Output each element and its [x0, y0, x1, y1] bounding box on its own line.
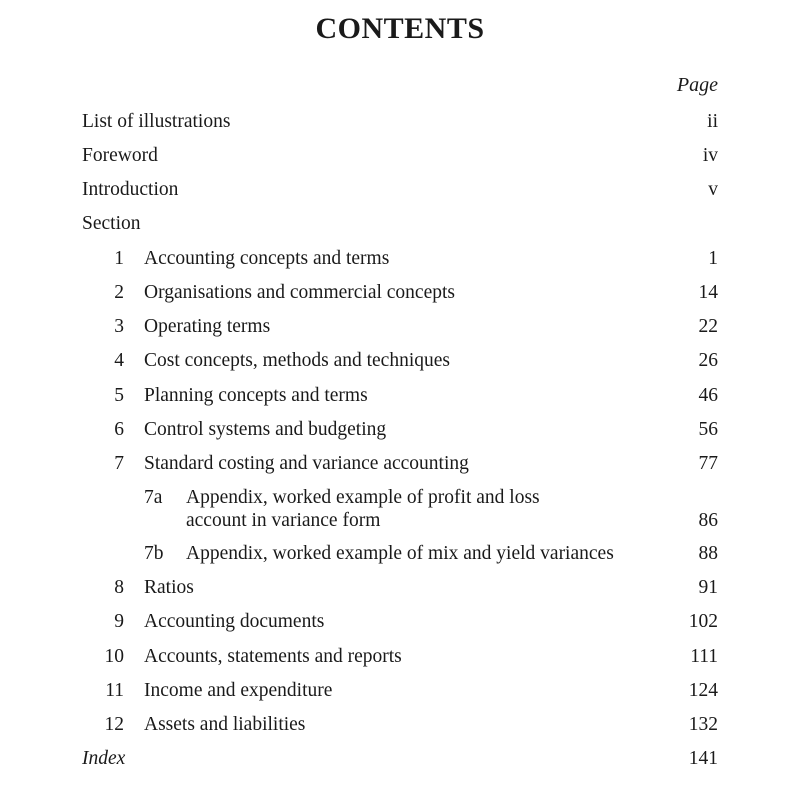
- toc-entry-page: ii: [707, 111, 718, 132]
- section-page: 56: [698, 419, 718, 440]
- section-number: 3: [114, 316, 124, 337]
- section-title: Ratios: [144, 577, 194, 598]
- section-number: 9: [114, 611, 124, 632]
- section-number: 1: [114, 248, 124, 269]
- section-number: 8: [114, 577, 124, 598]
- section-number: 10: [104, 646, 124, 667]
- subsection-title-line1: Appendix, worked example of profit and loss: [186, 487, 540, 508]
- section-number: 2: [114, 282, 124, 303]
- subsection-page: 86: [698, 510, 718, 531]
- section-title: Income and expenditure: [144, 680, 333, 701]
- toc-entry-label: List of illustrations: [82, 111, 231, 132]
- section-title: Organisations and commercial concepts: [144, 282, 456, 303]
- index-label: Index: [82, 748, 126, 769]
- page-column-header: Page: [676, 74, 718, 96]
- toc-entry-label: Foreword: [82, 145, 158, 166]
- section-page: 46: [698, 385, 718, 406]
- subsection-title: Appendix, worked example of mix and yield variances: [186, 543, 614, 564]
- section-title: Assets and liabilities: [144, 714, 306, 735]
- toc-entry-page: v: [708, 179, 718, 200]
- section-title: Cost concepts, methods and techniques: [144, 350, 450, 371]
- section-page: 91: [698, 577, 718, 598]
- subsection-page: 88: [698, 543, 718, 564]
- section-title: Accounting documents: [144, 611, 325, 632]
- section-title: Accounts, statements and reports: [144, 646, 402, 667]
- section-title: Planning concepts and terms: [144, 385, 368, 406]
- section-page: 14: [698, 282, 718, 303]
- section-number: 12: [104, 714, 124, 735]
- index-page: 141: [688, 748, 718, 769]
- section-number: 6: [114, 419, 124, 440]
- toc-entry-label: Introduction: [82, 179, 179, 200]
- section-heading-label: Section: [82, 213, 141, 234]
- section-number: 4: [114, 350, 124, 371]
- section-number: 11: [105, 680, 124, 701]
- section-page: 124: [688, 680, 718, 701]
- section-page: 77: [698, 453, 718, 474]
- section-number: 5: [114, 385, 124, 406]
- subsection-number: 7a: [144, 487, 163, 508]
- section-page: 26: [698, 350, 718, 371]
- section-page: 102: [688, 611, 718, 632]
- section-page: 111: [690, 646, 718, 667]
- section-page: 132: [688, 714, 718, 735]
- toc-entry-page: iv: [702, 145, 718, 166]
- section-number: 7: [114, 453, 124, 474]
- section-title: Accounting concepts and terms: [144, 248, 390, 269]
- subsection-number: 7b: [144, 543, 164, 564]
- section-title: Standard costing and variance accounting: [144, 453, 469, 474]
- section-page: 1: [708, 248, 718, 269]
- subsection-title-line2: account in variance form: [186, 510, 381, 531]
- section-page: 22: [698, 316, 718, 337]
- section-title: Operating terms: [144, 316, 271, 337]
- section-title: Control systems and budgeting: [144, 419, 387, 440]
- page-title: CONTENTS: [315, 12, 485, 45]
